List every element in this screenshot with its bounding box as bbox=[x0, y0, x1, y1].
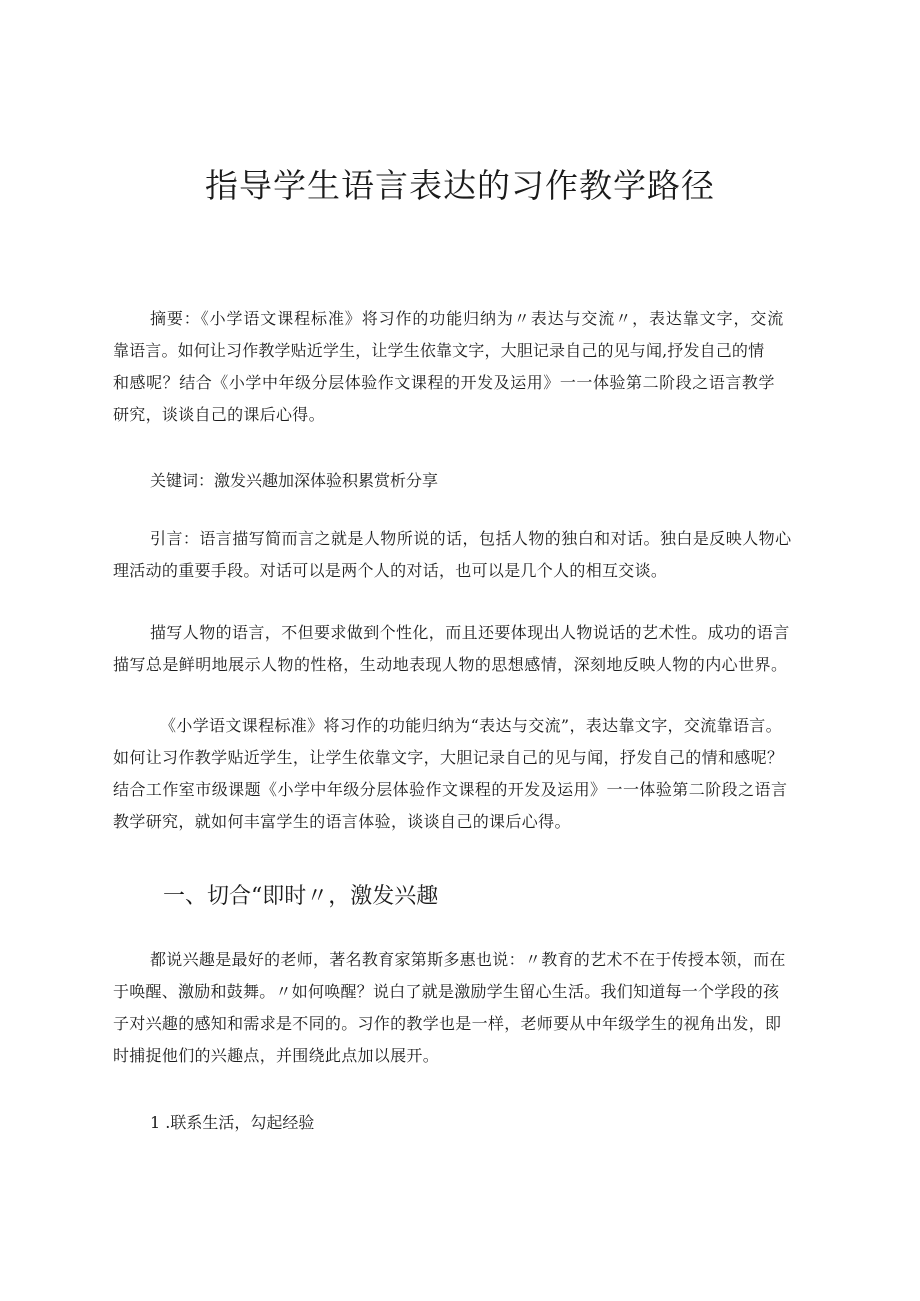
paragraph-line: 结合工作室市级课题《小学中年级分层体验作文课程的开发及运用》一一体验第二阶段之语言 bbox=[113, 780, 788, 799]
intro-line: 引言：语言描写简而言之就是人物所说的话，包括人物的独白和对话。独白是反映人物心 bbox=[150, 529, 792, 548]
keywords-line bbox=[150, 465, 438, 497]
paragraph-line: 子对兴趣的感知和需求是不同的。习作的教学也是一样，老师要从中年级学生的视角出发，即 bbox=[113, 1014, 782, 1033]
paragraph-line: 都说兴趣是最好的老师，著名教育家第斯多惠也说：〃教育的艺术不在于传授本领，而在 bbox=[150, 950, 786, 969]
subsection-heading bbox=[150, 1107, 314, 1139]
abstract-line: 摘要：《小学语文课程标准》将习作的功能归纳为〃表达与交流〃，表达靠文字，交流 bbox=[150, 309, 785, 328]
abstract-line: 靠语言。如何让习作教学贴近学生，让学生依靠文字，大胆记录自己的见与闻,抒发自己的情 bbox=[113, 341, 765, 360]
section-1-paragraph bbox=[113, 944, 786, 1072]
paragraph-line: 描写人物的语言，不但要求做到个性化，而且还要体现出人物说话的艺术性。成功的语言 bbox=[150, 623, 790, 642]
paragraph-line: 教学研究，就如何丰富学生的语言体验，谈谈自己的课后心得。 bbox=[113, 812, 571, 831]
subsection-heading-text: 1 .联系生活，勾起经验 bbox=[150, 1113, 315, 1132]
abstract-line: 研究，谈谈自己的课后心得。 bbox=[113, 405, 325, 424]
section-heading: 一、切合“即时〃，激发兴趣 bbox=[163, 884, 439, 909]
intro-paragraph bbox=[113, 523, 792, 587]
abstract-line: 和感呢？结合《小学中年级分层体验作文课程的开发及运用》一一体验第二阶段之语言教学 bbox=[113, 373, 776, 392]
body-paragraph-3 bbox=[113, 710, 788, 838]
paragraph-line: 《小学语文课程标准》将习作的功能归纳为“表达与交流”，表达靠文字，交流靠语言。 bbox=[160, 716, 783, 735]
body-paragraph-2 bbox=[113, 617, 790, 681]
paragraph-line: 时捕捉他们的兴趣点，并围绕此点加以展开。 bbox=[113, 1046, 440, 1065]
intro-line: 理活动的重要手段。对话可以是两个人的对话，也可以是几个人的相互交谈。 bbox=[113, 561, 668, 580]
abstract-paragraph bbox=[113, 303, 785, 431]
paragraph-line: 于唤醒、激励和鼓舞。〃如何唤醒？说白了就是激励学生留心生活。我们知道每一个学段的孩 bbox=[113, 982, 780, 1001]
document-title: 指导学生语言表达的习作教学路径 bbox=[205, 166, 715, 205]
keywords-text: 关键词：激发兴趣加深体验积累赏析分享 bbox=[150, 471, 439, 490]
paragraph-line: 描写总是鲜明地展示人物的性格，生动地表现人物的思想感情，深刻地反映人物的内心世界。 bbox=[113, 655, 788, 674]
paragraph-line: 如何让习作教学贴近学生，让学生依靠文字，大胆记录自己的见与闻，抒发自己的情和感呢？ bbox=[113, 748, 784, 767]
